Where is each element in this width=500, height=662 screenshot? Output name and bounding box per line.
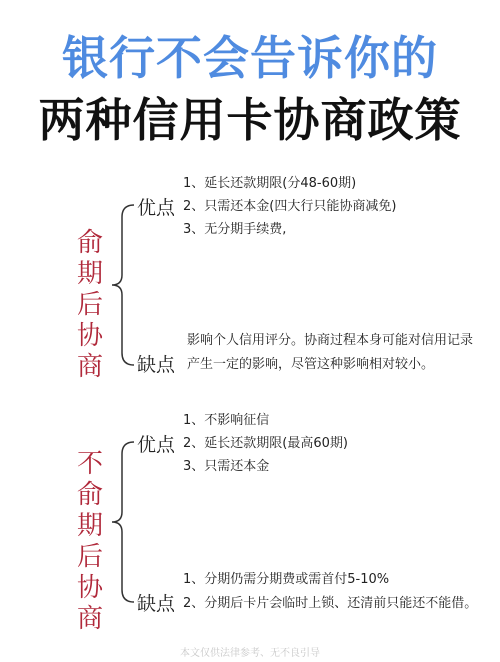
list-item: 2、延长还款期限(最高60期) bbox=[183, 436, 348, 451]
title-line-2: 两种信用卡协商政策 bbox=[38, 93, 462, 147]
list-item: 3、无分期手续费, bbox=[183, 222, 287, 237]
section-2-label: 不 俞 期 后 协 商 bbox=[76, 449, 103, 634]
section-1-cons-label: 缺点 bbox=[137, 354, 176, 376]
section-1-label: 俞 期 后 协 商 bbox=[76, 228, 103, 382]
footer-disclaimer: 本文仅供法律参考、无不良引导 bbox=[180, 648, 320, 659]
list-item: 1、延长还款期限(分48-60期) bbox=[183, 176, 357, 191]
section-2-brace bbox=[100, 432, 140, 612]
list-item: 2、分期后卡片会临时上锁、还清前只能还不能借。 bbox=[183, 596, 478, 611]
title-line-1: 银行不会告诉你的 bbox=[62, 31, 438, 85]
section-1-cons-text: 影响个人信用评分。协商过程本身可能对信用记录产生一定的影响，尽管这种影响相对较小。 bbox=[187, 333, 474, 372]
section-2-pros-list bbox=[183, 409, 483, 478]
section-1-brace bbox=[100, 195, 140, 375]
section-1-pros-list bbox=[183, 172, 483, 241]
section-1-pros-label: 优点 bbox=[137, 197, 176, 219]
list-item: 1、分期仍需分期费或需首付5-10% bbox=[183, 572, 390, 587]
section-2-cons-label: 缺点 bbox=[137, 593, 176, 615]
section-2-cons-list bbox=[183, 568, 478, 616]
list-item: 2、只需还本金(四大行只能协商减免) bbox=[183, 199, 397, 214]
section-2-pros-label: 优点 bbox=[137, 434, 176, 456]
list-item: 3、只需还本金 bbox=[183, 459, 270, 474]
list-item: 1、不影响征信 bbox=[183, 413, 270, 428]
